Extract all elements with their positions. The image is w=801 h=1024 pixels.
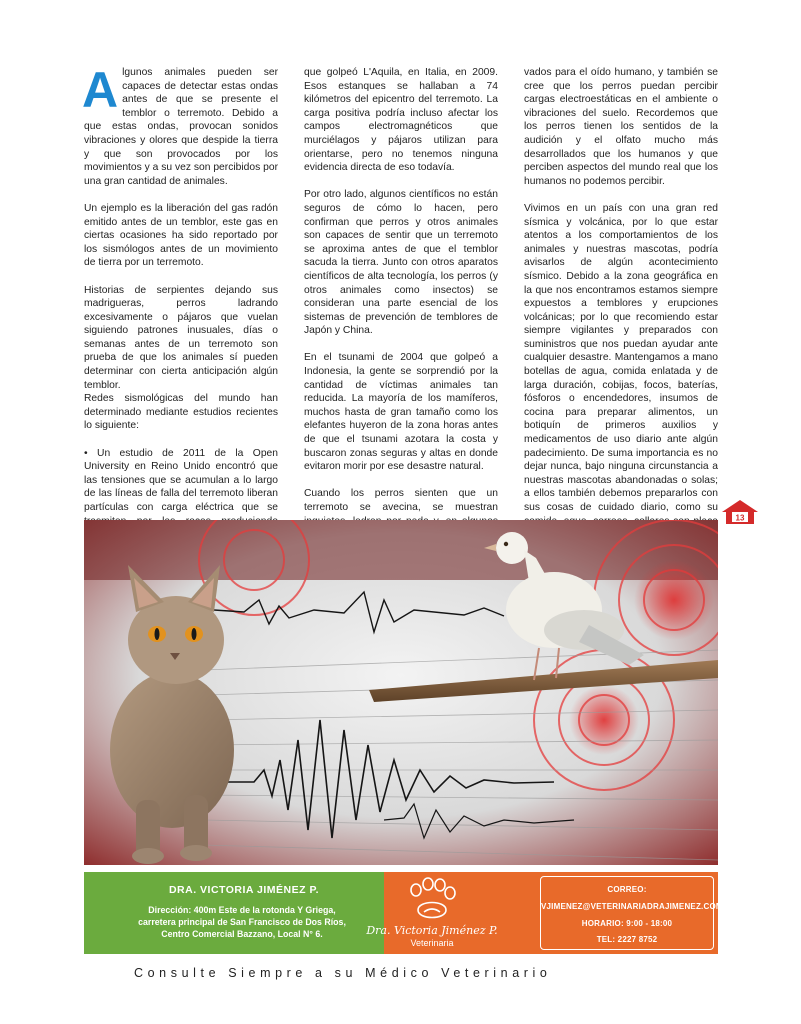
drop-cap: A <box>82 62 119 118</box>
tagline: Consulte Siempre a su Médico Veterinario <box>134 966 552 980</box>
hours: HORARIO: 9:00 - 18:00 <box>581 919 673 928</box>
logo-name: Dra. Victoria Jiménez P. <box>366 924 498 937</box>
article-column-3 <box>524 66 718 596</box>
paragraph: Cuando los perros sienten que un terremoto se avecina, se muestran <box>304 488 498 513</box>
contact-box <box>540 876 723 950</box>
address-line: carretera principal de San Francisco de Dos Ríos, <box>138 917 346 927</box>
house-icon <box>720 498 760 526</box>
page-number-badge <box>720 498 760 526</box>
phone: TEL: 2227 8752 <box>596 935 658 944</box>
paragraph: En el tsunami de 2004 que golpeó a Indonesia, la gente se sorprendió por la cantidad de víctimas animales tan reducida. La mayoría de los mamíferos, muchos hasta de gran tamaño como los elefantes huyeron de la zona horas antes de que el tsunami azotara la costa y buscaron zonas seguras y altas en donde evitaron morir por ese desastre natural. <box>304 352 498 473</box>
paragraph: Por otro lado, algunos científicos no están seguros de cómo lo hacen, pero confirman que perros y otros animales son capaces de sentir que un terremoto se aproxima antes de que el temblor sacuda la tierra. Junto con otros aparatos científicos de alta tecnología, los perros (y otros animales como insectos) se consideran una parte esencial de los sistemas de prevención de temblores de Japón y China. <box>304 189 498 337</box>
address-line: Centro Comercial Bazzano, Local N° 6. <box>161 929 323 939</box>
footer-green-panel <box>84 872 384 954</box>
page-number: 13 <box>735 513 745 523</box>
paw-logo-icon <box>402 876 462 926</box>
paragraph: Vivimos en un país con una gran red sísmica y volcánica, por lo que estar atentos a los comportamientos de los animales y nuestras mascotas, podría avisarlos de algún acontecimiento sísmico. Debido a la zona geográfica en la que nos encontramos estamos siempre expuestos a temblores y erupciones volcánicas; por lo que recomiendo estar siempre vigilantes y preparados con suministros que nos puedan ayudar ante cualquier desastre. Mantengamos a mano botellas de agua, comida enlatada y de larga duración, cobijas, focos, baterías, fósforos o encendedores, insumos de cocina para preparar alimentos, un botiquín de primeros auxilios y medicamentos de uso diario ante algún padecimiento. De suma importancia es no dejar nunca, bajo ninguna circunstancia a nuestras mascotas abandonadas o solas; a ellos también debemos prepararlos con sus cosas de cuidado diario, como su <box>524 202 718 513</box>
paragraph: • Un estudio de 2011 de la Open University en Reino Unido encontró que las tensiones que se acumulan a lo largo de las líneas de falla del terremoto liberan partículas con carga eléctrica que se <box>84 447 278 513</box>
footer-banner <box>84 872 723 954</box>
address-line: Dirección: 400m Este de la rotonda Y Griega, <box>148 905 336 915</box>
logo-subtitle: Veterinaria <box>410 938 454 948</box>
paragraph: que golpeó L'Aquila, en Italia, en 2009. Esos estanques se hallaban a 74 kilómetros del epicentro del terremoto. La carga positiva podría incluso afectar los campos electromagnéticos que murciélagos y pájaros utilizan para orientarse, pero no tenemos ninguna evidencia directa de eso todavía. <box>304 67 498 174</box>
seismograph-cat-dove-image <box>84 520 718 865</box>
email-label: CORREO: <box>607 885 647 894</box>
paragraph: Historias de serpientes dejando sus madrigueras, perros ladrando excesivamente o pájaros que vuelan siguiendo patrones inusuales, días o semanas antes de un terremoto son prueba de que los animales sí pueden determinar con cierta anticipación algún temblor. <box>84 284 278 391</box>
article-photo <box>84 520 718 865</box>
paragraph: lgunos animales pueden ser capaces de detectar estas ondas antes de que se presente el temblor o terremoto. Debido a que estas ondas, provocan sonidos vibraciones y olores que despide la tierra y que son provocados por los movimientos y a su vez son percibidos por una gran cantidad de animales. <box>84 67 279 187</box>
email-link[interactable]: VJIMENEZ@VETERINARIADRAJIMENEZ.COM <box>541 902 723 911</box>
address <box>114 904 370 940</box>
paragraph: Redes sismológicas del mundo han determinado mediante estudios recientes lo siguiente: <box>84 393 278 432</box>
paragraph: Un ejemplo es la liberación del gas radón emitido antes de un temblor, este gas en ciertas ocasiones ha sido reportado por los sismólogos antes de un movimiento de tierra por un terremoto. <box>84 202 278 269</box>
article-column-2 <box>304 66 498 596</box>
paragraph: vados para el oído humano, y también se cree que los perros puedan percibir cargas electroestáticas en el ambiente o vibraciones del suelo. Recordemos que los perros tienen los sentidos de la audición y el olfato mucho más desarrollados que los humanos y que perciben aspectos del mundo real que los humanos no podemos percibir. <box>524 67 718 187</box>
doctor-name: DRA. VICTORIA JIMÉNEZ P. <box>168 884 320 896</box>
